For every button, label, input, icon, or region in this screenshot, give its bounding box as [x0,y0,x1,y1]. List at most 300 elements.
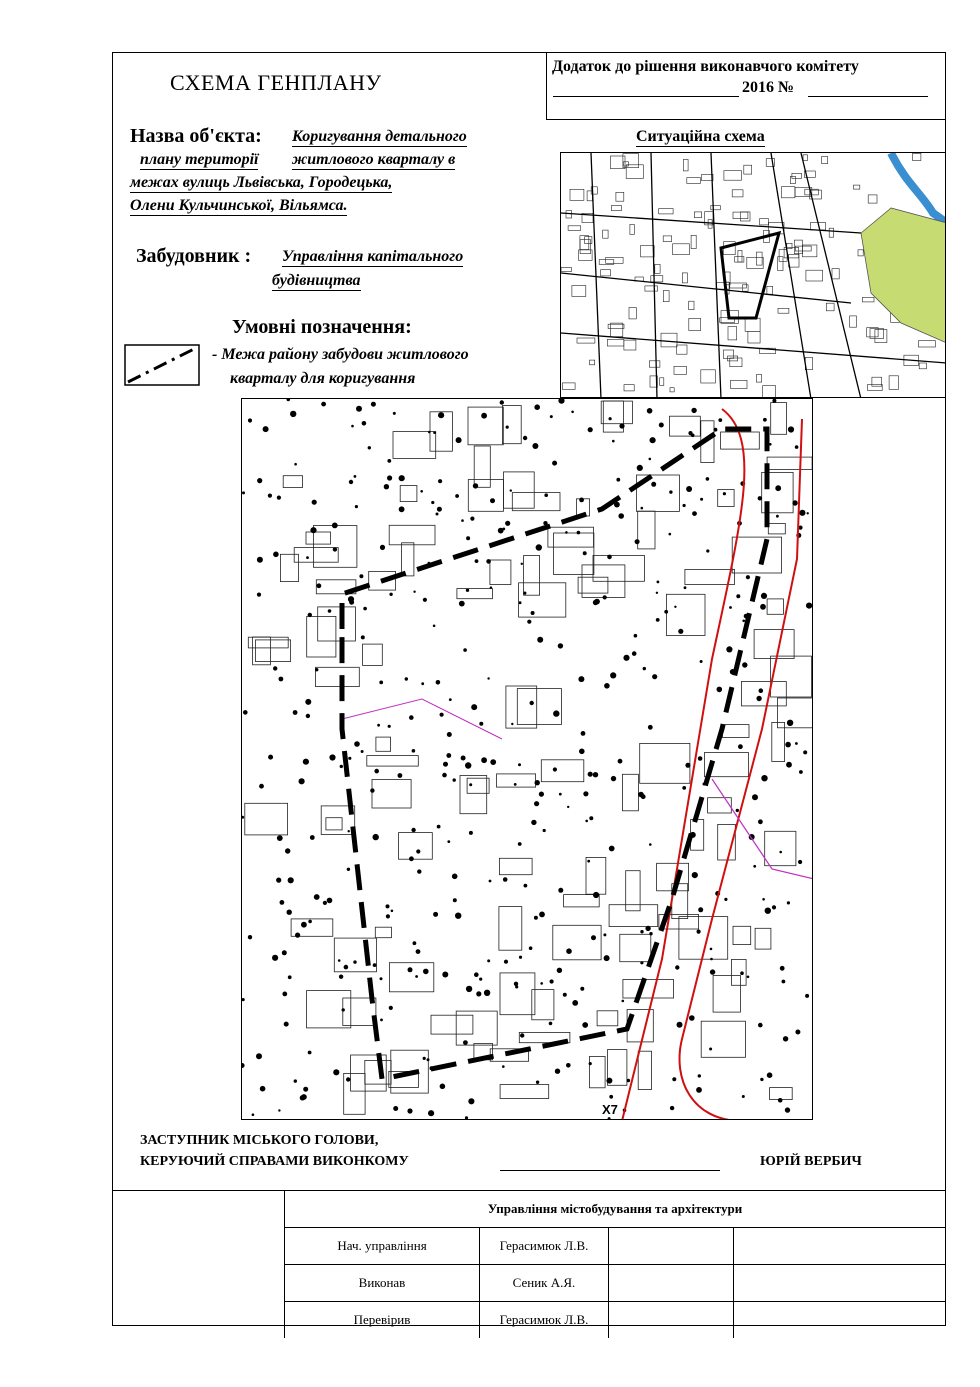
building-outline [790,176,795,183]
building-outline [624,385,634,391]
object-value-line1: Коригування детального [292,128,467,145]
tree-icon [611,776,616,781]
tree-icon [452,874,458,880]
tree-icon [407,1108,412,1113]
tree-icon [664,610,668,614]
building-outline [606,257,623,263]
tree-icon [795,1030,800,1035]
tree-icon [778,1098,783,1103]
tree-icon [799,510,805,516]
stamp-name: Герасимюк Л.В. [480,1302,609,1339]
tree-icon [339,975,343,979]
building-outline [795,246,811,251]
tree-icon [511,723,513,725]
tree-icon [558,643,563,648]
building-outline [822,156,828,163]
legend-item-line1: - Межа району забудови житлового [212,346,469,363]
tree-icon [294,1079,297,1082]
tree-icon [252,1113,255,1116]
tree-icon [670,1106,674,1110]
tree-icon [259,784,264,789]
building-outline [767,286,773,294]
tree-icon [627,1079,631,1083]
tree-icon [437,825,441,829]
building-outline [732,537,781,573]
building-outline [248,637,288,648]
tree-icon [640,930,643,933]
tree-icon [514,982,518,986]
tree-icon [303,1087,308,1092]
tree-icon [523,592,526,595]
tree-icon [301,922,307,928]
tree-icon [606,1078,612,1084]
tree-icon [607,555,612,560]
building-outline [683,160,688,171]
tree-icon [308,613,312,617]
building-outline [623,980,674,999]
tree-icon [742,662,747,667]
developer-value-line2: будівництва [272,272,361,289]
tree-icon [315,668,318,671]
legend-title: Умовні позначення: [232,316,412,338]
building-outline [457,589,493,599]
building-outline [506,686,537,728]
building-outline [609,905,658,927]
tree-icon [268,755,273,760]
tree-icon [557,968,562,973]
tree-icon [579,749,585,755]
tree-icon [333,1069,339,1075]
tree-icon [724,898,727,901]
stamp-signature-cell [609,1228,734,1265]
tree-icon [780,966,785,971]
tree-icon [399,475,405,481]
tree-icon [353,960,356,963]
building-outline [294,548,338,563]
tree-icon [534,916,538,920]
building-outline [701,370,716,383]
tree-icon [634,634,638,638]
tree-icon [399,506,405,512]
tree-icon [260,1086,266,1092]
building-outline [732,190,743,197]
tree-icon [469,783,472,786]
building-outline [645,286,658,291]
tree-icon [566,1063,571,1068]
object-value-line4: Олени Кульчинської, Вільямса. [130,197,348,214]
building-outline [722,725,749,738]
tree-icon [257,478,262,483]
situation-title: Ситуаційна схема [636,128,765,145]
tree-icon [603,595,607,599]
building-outline [806,270,823,281]
building-outline [701,1021,745,1057]
tree-icon [689,1015,695,1021]
tree-icon [581,731,586,736]
situation-map [560,152,946,398]
tree-icon [273,552,279,558]
tree-icon [510,489,512,491]
tree-icon [684,586,687,589]
tree-icon [469,831,473,835]
tree-icon [753,865,756,868]
tree-icon [536,1081,539,1084]
building-outline [603,230,608,238]
tree-icon [604,683,610,689]
red-line [622,409,744,1120]
building-outline [245,803,288,835]
tree-icon [740,971,744,975]
building-outline [641,246,655,257]
tree-icon [583,791,588,796]
tree-icon [609,417,612,420]
tree-icon [710,969,715,974]
tree-icon [520,1033,524,1037]
signatory-name: ЮРІЙ ВЕРБИЧ [760,1154,862,1169]
tree-icon [442,773,447,778]
tree-icon [618,759,623,764]
tree-icon [786,762,792,768]
tree-icon [616,478,620,482]
tree-icon [490,586,492,588]
building-outline [326,818,342,830]
tree-icon [553,710,559,716]
building-outline [689,301,694,310]
tree-icon [792,500,797,505]
tree-icon [696,1087,702,1093]
tree-icon [438,479,442,483]
tree-icon [481,413,487,419]
tree-icon [242,1063,245,1068]
building-outline [685,569,735,584]
tree-icon [582,1022,588,1028]
tree-icon [413,591,415,593]
building-outline [586,857,606,894]
tree-icon [772,399,776,403]
tree-icon [413,941,417,945]
building-outline [601,270,611,276]
tree-icon [466,986,472,992]
building-outline [283,476,302,488]
tree-icon [279,677,284,682]
building-outline [730,358,742,367]
building-outline [767,599,783,614]
building-outline [789,254,799,267]
building-outline [689,318,701,330]
tree-icon [466,589,469,592]
tree-icon [340,765,343,768]
tree-icon [427,1058,430,1061]
building-outline [306,532,331,544]
tree-icon [287,910,292,915]
tree-icon [758,496,762,500]
tree-icon [580,987,584,991]
tree-icon [248,418,252,422]
tree-icon [647,408,653,414]
building-outline [402,543,414,576]
tree-icon [558,888,563,893]
building-outline [307,616,336,657]
building-outline [649,361,660,367]
tree-icon [498,528,504,534]
tree-icon [465,762,471,768]
tree-icon [674,606,676,608]
tree-icon [438,412,444,418]
tree-icon [347,868,350,871]
tree-icon [585,820,588,823]
tree-icon [539,912,545,918]
tree-icon [563,993,567,997]
building-outline [716,282,729,289]
tree-icon [243,710,248,715]
tree-icon [455,913,461,919]
tree-icon [742,620,745,623]
building-outline [760,219,769,225]
tree-icon [321,402,326,407]
building-outline [740,212,750,221]
building-outline [687,178,701,184]
building-outline [660,378,664,386]
tree-icon [632,651,637,656]
tree-icon [736,594,740,598]
tree-icon [589,816,593,820]
tree-icon [529,946,533,950]
tree-icon [572,1000,578,1006]
tree-icon [287,399,291,401]
tree-icon [685,763,690,768]
building-outline [730,283,747,288]
appendix-number-line [808,96,928,97]
tree-icon [603,933,606,936]
tree-icon [453,778,456,781]
building-outline [663,236,672,242]
tree-icon [656,592,658,594]
tree-icon [736,809,739,812]
tree-icon [776,515,779,518]
tree-icon [698,907,703,912]
tree-icon [409,715,414,720]
tree-icon [486,559,491,564]
tree-icon [691,408,696,413]
tree-icon [519,601,522,604]
tree-icon [416,849,420,853]
tree-icon [306,556,309,559]
tree-icon [714,428,718,432]
tree-icon [571,411,574,414]
tree-icon [409,856,414,861]
tree-icon [380,1019,383,1022]
tree-icon [361,635,365,639]
tree-icon [588,772,593,777]
tree-icon [593,892,599,898]
tree-icon [649,932,652,935]
building-outline [517,689,561,725]
tree-icon [659,423,664,428]
building-outline [718,490,734,507]
tree-icon [421,682,424,685]
building-outline [597,1011,618,1026]
tree-icon [433,912,438,917]
building-outline [787,243,792,248]
building-outline [832,269,839,279]
tree-icon [760,1078,763,1081]
tree-icon [405,677,408,680]
tree-icon [656,618,660,622]
tree-icon [310,835,315,840]
tree-icon [408,967,413,972]
tree-icon [795,445,799,449]
building-outline [708,798,732,813]
building-outline [607,339,624,346]
tree-icon [248,935,252,939]
building-outline [572,286,586,297]
tree-icon [387,475,392,480]
tree-icon [579,498,584,503]
tree-icon [772,905,776,909]
building-outline [316,667,360,686]
signature-line [500,1170,720,1171]
tree-icon [612,440,615,443]
tree-icon [502,1065,505,1068]
tree-icon [709,1048,712,1051]
building-outline [502,406,521,444]
tree-icon [442,972,448,978]
tree-icon [683,504,686,507]
building-outline [708,220,712,229]
building-outline [731,380,747,388]
tree-icon [314,894,320,900]
tree-icon [588,427,593,432]
tree-icon [303,759,309,765]
tree-icon [558,399,564,404]
building-outline [733,926,751,944]
tree-icon [523,436,527,440]
tree-icon [657,581,660,584]
tree-icon [284,1022,289,1027]
tree-icon [503,877,508,882]
developer-value-line1: Управління капітального [282,248,464,265]
stamp-role: Виконав [285,1265,480,1302]
tree-icon [675,965,679,969]
tree-icon [293,710,298,715]
tree-icon [566,948,572,954]
tree-icon [379,681,383,685]
tree-icon [463,1040,468,1045]
stamp-department: Управління містобудування та архітектури [285,1191,946,1228]
tree-icon [524,884,528,888]
building-outline [728,327,737,340]
tree-icon [373,834,379,840]
building-outline [682,273,687,283]
tree-icon [678,629,683,634]
building-outline [829,228,833,237]
tree-icon [436,513,439,516]
tree-icon [446,753,451,758]
building-outline [318,607,356,641]
tree-icon [710,948,713,951]
building-outline [638,511,655,549]
appendix-line2: 2016 № [742,79,795,96]
tree-icon [651,482,656,487]
tree-icon [380,977,383,980]
tree-icon [384,484,389,489]
tree-icon [466,536,470,540]
tree-icon [344,965,349,970]
tree-icon [532,443,538,449]
tree-icon [559,793,562,796]
tree-icon [758,1023,763,1028]
building-outline [771,403,787,435]
building-outline [553,925,601,960]
building-outline [745,318,760,331]
magenta-line-west [342,699,502,739]
tree-icon [388,725,391,728]
tree-icon [623,655,629,661]
building-outline [640,743,690,783]
tree-icon [276,878,281,883]
tree-icon [729,606,732,609]
tree-icon [783,1036,788,1041]
object-label: Назва об'єкта: [130,125,262,147]
tree-icon [531,820,536,825]
building-outline [541,760,584,782]
building-outline [756,375,761,383]
tree-icon [618,513,624,519]
building-outline [468,407,503,445]
stamp-signature-cell [609,1265,734,1302]
tree-icon [332,523,338,529]
tree-icon [649,458,652,461]
tree-icon [717,687,723,693]
developer-label: Забудовник : [136,245,252,267]
tree-icon [549,1022,553,1026]
tree-icon [393,1106,398,1111]
building-outline [778,257,783,271]
building-outline [803,155,807,161]
tree-icon [756,696,761,701]
tree-icon [288,877,294,883]
building-outline [460,776,487,814]
tree-icon [677,1022,683,1028]
tree-icon [799,770,803,774]
tree-icon [758,819,763,824]
tree-icon [470,517,474,521]
tree-icon [437,507,442,512]
signatory-line2: КЕРУЮЧИЙ СПРАВАМИ ВИКОНКОМУ [140,1154,409,1169]
tree-icon [459,601,465,607]
tree-icon [398,773,403,778]
tree-icon [473,483,478,488]
tree-icon [433,625,436,628]
tree-icon [710,958,713,961]
tree-icon [718,418,722,422]
tree-icon [747,976,750,979]
building-outline [694,212,701,218]
tree-icon [242,491,245,494]
tree-icon [242,816,244,819]
tree-icon [453,898,457,902]
tree-icon [471,704,477,710]
tree-icon [356,406,362,412]
tree-icon [449,698,452,701]
tree-icon [700,498,703,501]
building-outline [389,525,435,545]
tree-icon [412,749,416,753]
tree-icon [374,769,379,774]
building-outline [770,1088,793,1100]
tree-icon [591,935,596,940]
tree-icon [290,411,296,417]
